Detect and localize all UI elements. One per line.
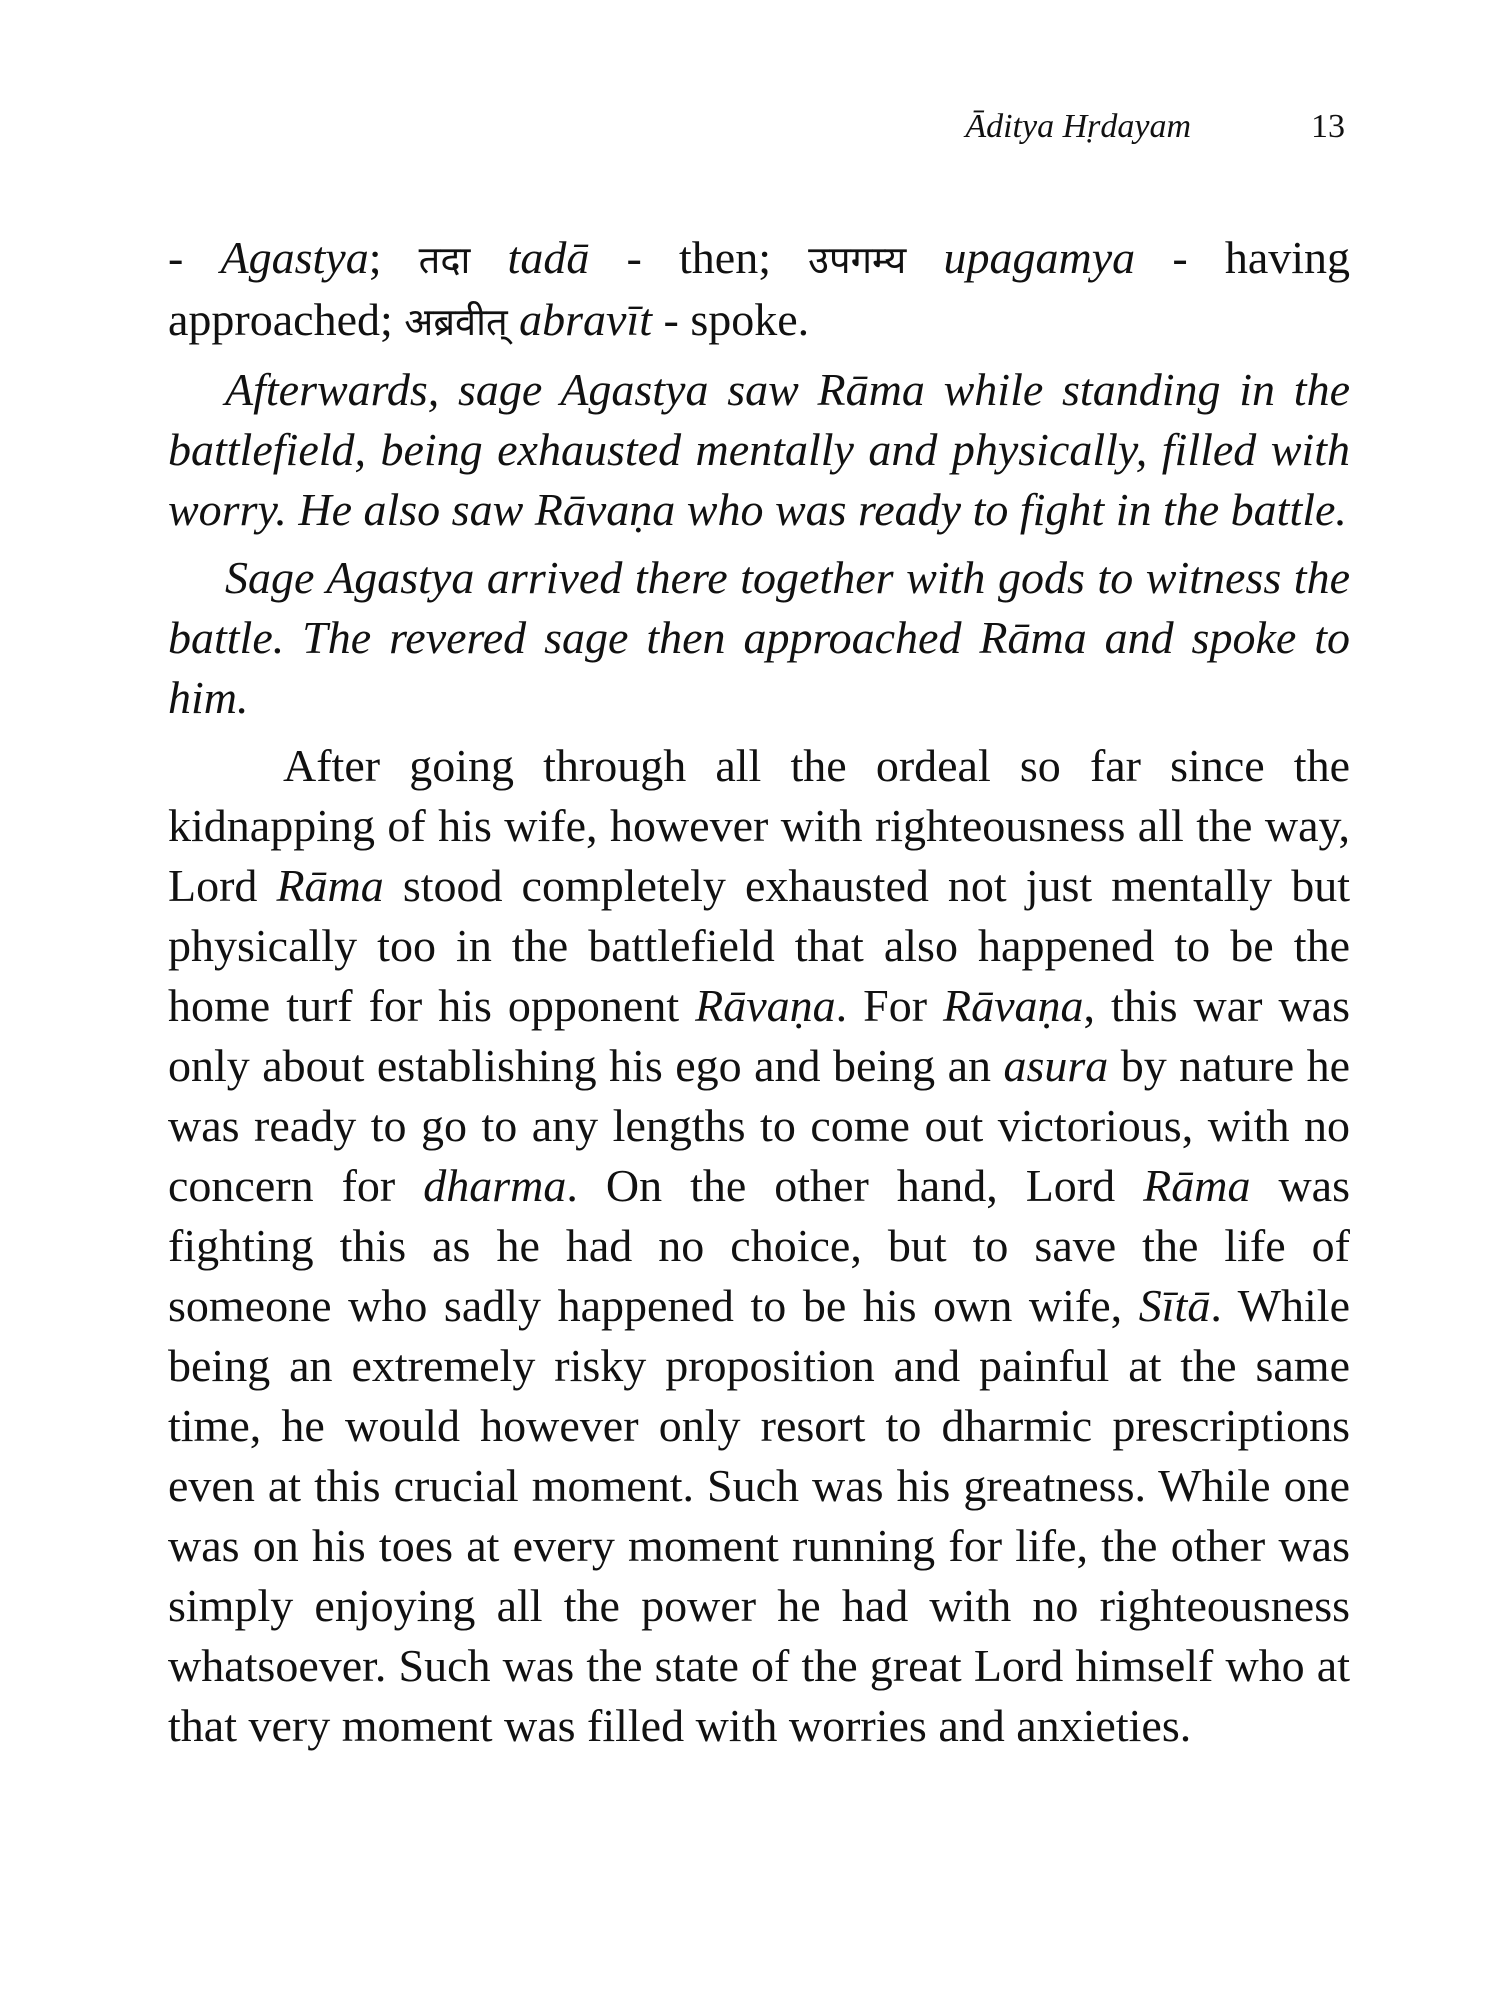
italic-term: Rāma [276, 860, 384, 911]
page-number: 13 [1311, 108, 1345, 145]
gloss-term: abravīt [519, 294, 653, 345]
italic-term: asura [1003, 1040, 1109, 1091]
commentary-text: was fighting this as he had no choice, but to save the life of someone who sadly happened to be his own wife, [168, 1160, 1350, 1331]
commentary-text: by nature he was ready to go to any lengths to come out victorious, with no concern for [168, 1040, 1350, 1211]
gloss-devanagari: अब्रवीत् [404, 300, 508, 344]
gloss-term: tadā [507, 232, 590, 283]
running-head-title: Āditya Hṛdayam [965, 108, 1191, 145]
commentary-text: . While being an extremely risky proposition and painful at the same time, he would however only resort to dharmic prescriptions even at this crucial moment. Such was his greatness. While one was on his toes at every moment running for life, the other was simply enjoying all the power he had with no righteousness whatsoever. Such was the state of the great Lord himself who at that very moment was filled with worries and anxieties. [168, 1280, 1350, 1751]
italic-term: Rāma [1143, 1160, 1251, 1211]
gloss-meaning: - having approached; [168, 232, 1351, 345]
gloss-devanagari: उपगम्य [808, 238, 907, 282]
gloss-term: Agastya [220, 232, 369, 283]
commentary-text: , this war was only about establishing his ego and being an [168, 980, 1350, 1091]
italic-term: dharma [423, 1160, 567, 1211]
page-body [168, 228, 1350, 1756]
italic-term: Rāvaṇa [695, 980, 836, 1031]
translation-paragraph: Afterwards, sage Agastya saw Rāma while standing in the battlefield, being exhausted mentally and physically, filled with worry. He also saw Rāvaṇa who was ready to fight in the battle. [168, 364, 1350, 535]
word-gloss: - Agastya; तदा tadā - then; उपगम्य upagamya - having approached; अब्रवीत् abravīt - spoke. [168, 232, 1351, 345]
commentary-text: After going through all the ordeal so far since the kidnapping of his wife, however with righteousness all the way, Lord [168, 740, 1350, 911]
gloss-meaning: - spoke. [652, 294, 810, 345]
gloss-devanagari: तदा [418, 238, 471, 282]
running-head [965, 108, 1345, 146]
commentary-text: . On the other hand, Lord [566, 1160, 1144, 1211]
italic-term: Rāvaṇa [943, 980, 1084, 1031]
commentary-text: stood completely exhausted not just mentally but physically too in the battlefield that also happened to be the home turf for his opponent [168, 860, 1350, 1031]
italic-term: Sītā [1138, 1280, 1211, 1331]
gloss-meaning: - then; [589, 232, 809, 283]
translation-paragraph: Sage Agastya arrived there together with gods to witness the battle. The revered sage then approached Rāma and spoke to him. [168, 552, 1350, 723]
gloss-term: upagamya [943, 232, 1136, 283]
commentary-text: . For [835, 980, 944, 1031]
commentary-paragraph [168, 736, 1350, 1756]
